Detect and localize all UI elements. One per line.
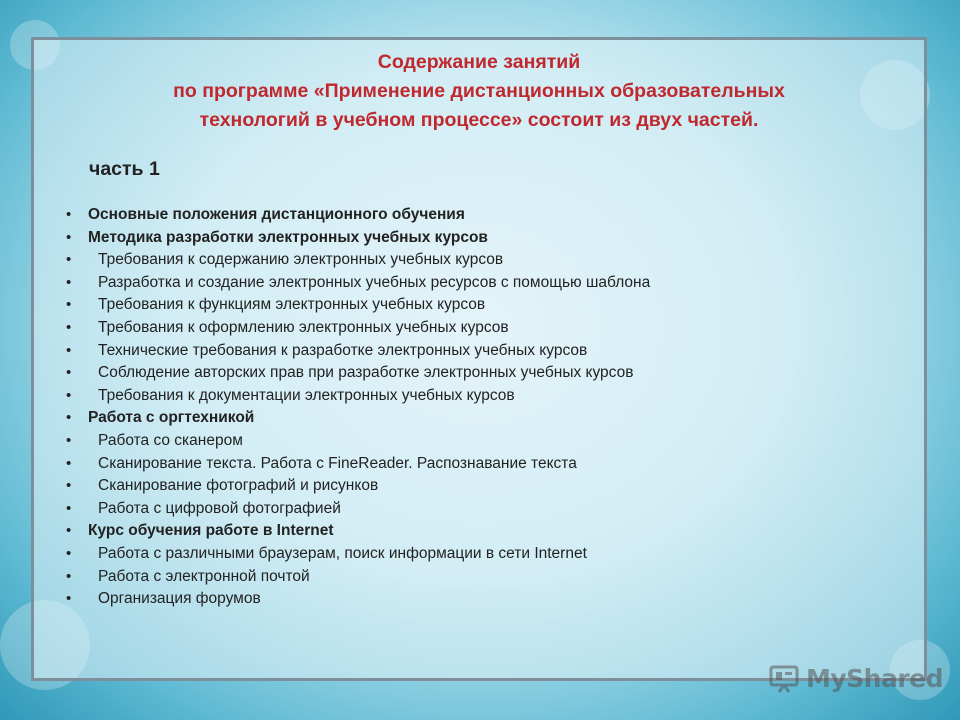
bullet-marker: • bbox=[66, 228, 72, 246]
list-item-text: Работа с оргтехникой bbox=[88, 409, 255, 427]
bullet-marker: • bbox=[66, 454, 72, 472]
bullet-marker: • bbox=[66, 544, 72, 562]
title-line: технологий в учебном процессе» состоит из двух частей. bbox=[199, 109, 759, 131]
bullet-marker: • bbox=[66, 273, 72, 291]
list-item-text: Требования к оформлению электронных учебных курсов bbox=[98, 318, 509, 336]
bullet-marker: • bbox=[66, 296, 72, 314]
bullet-marker: • bbox=[66, 206, 72, 223]
presentation-board-icon bbox=[768, 662, 800, 694]
bullet-marker: • bbox=[66, 341, 72, 359]
bullet-marker: • bbox=[66, 567, 72, 585]
myshared-watermark bbox=[768, 658, 943, 698]
slide-title bbox=[34, 48, 924, 135]
title-line: по программе «Применение дистанционных образовательных bbox=[173, 80, 785, 102]
list-item-text: Работа с электронной почтой bbox=[98, 567, 310, 585]
list-item-text: Технические требования к разработке электронных учебных курсов bbox=[98, 341, 588, 359]
part-heading: часть 1 bbox=[89, 158, 160, 180]
list-item-text: Организация форумов bbox=[98, 590, 261, 608]
bullet-marker: • bbox=[66, 477, 72, 495]
bullet-marker: • bbox=[66, 251, 72, 269]
list-item-text: Сканирование текста. Работа с FineReader. Распознавание текста bbox=[98, 454, 577, 472]
list-item-text: Основные положения дистанционного обучения bbox=[88, 206, 465, 223]
list-item-text: Работа со сканером bbox=[98, 431, 243, 449]
bullet-marker: • bbox=[66, 364, 72, 382]
list-item-text: Разработка и создание электронных учебных ресурсов с помощью шаблона bbox=[98, 273, 651, 291]
list-item-text: Курс обучения работе в Internet bbox=[88, 522, 334, 540]
list-item-text: Требования к документации электронных учебных курсов bbox=[98, 386, 515, 404]
bullet-marker: • bbox=[66, 318, 72, 336]
watermark-text: MyShared bbox=[806, 663, 944, 693]
bullet-marker: • bbox=[66, 386, 72, 404]
list-item-text: Требования к содержанию электронных учебных курсов bbox=[98, 251, 504, 269]
bullet-marker: • bbox=[66, 431, 72, 449]
list-item-text: Требования к функциям электронных учебных курсов bbox=[98, 296, 486, 314]
list-item-text: Работа с различными браузерам, поиск информации в сети Internet bbox=[98, 544, 587, 562]
bullet-marker: • bbox=[66, 522, 72, 540]
bullet-marker: • bbox=[66, 499, 72, 517]
bullet-marker: • bbox=[66, 590, 72, 608]
title-line: Содержание занятий bbox=[377, 51, 581, 73]
bullet-marker: • bbox=[66, 409, 72, 427]
list-item-text: Методика разработки электронных учебных курсов bbox=[88, 228, 488, 246]
slide-content-frame bbox=[31, 37, 927, 681]
list-item-text: Соблюдение авторских прав при разработке электронных учебных курсов bbox=[98, 364, 634, 382]
list-item-text: Работа с цифровой фотографией bbox=[98, 499, 341, 517]
list-item-text: Сканирование фотографий и рисунков bbox=[98, 477, 379, 495]
